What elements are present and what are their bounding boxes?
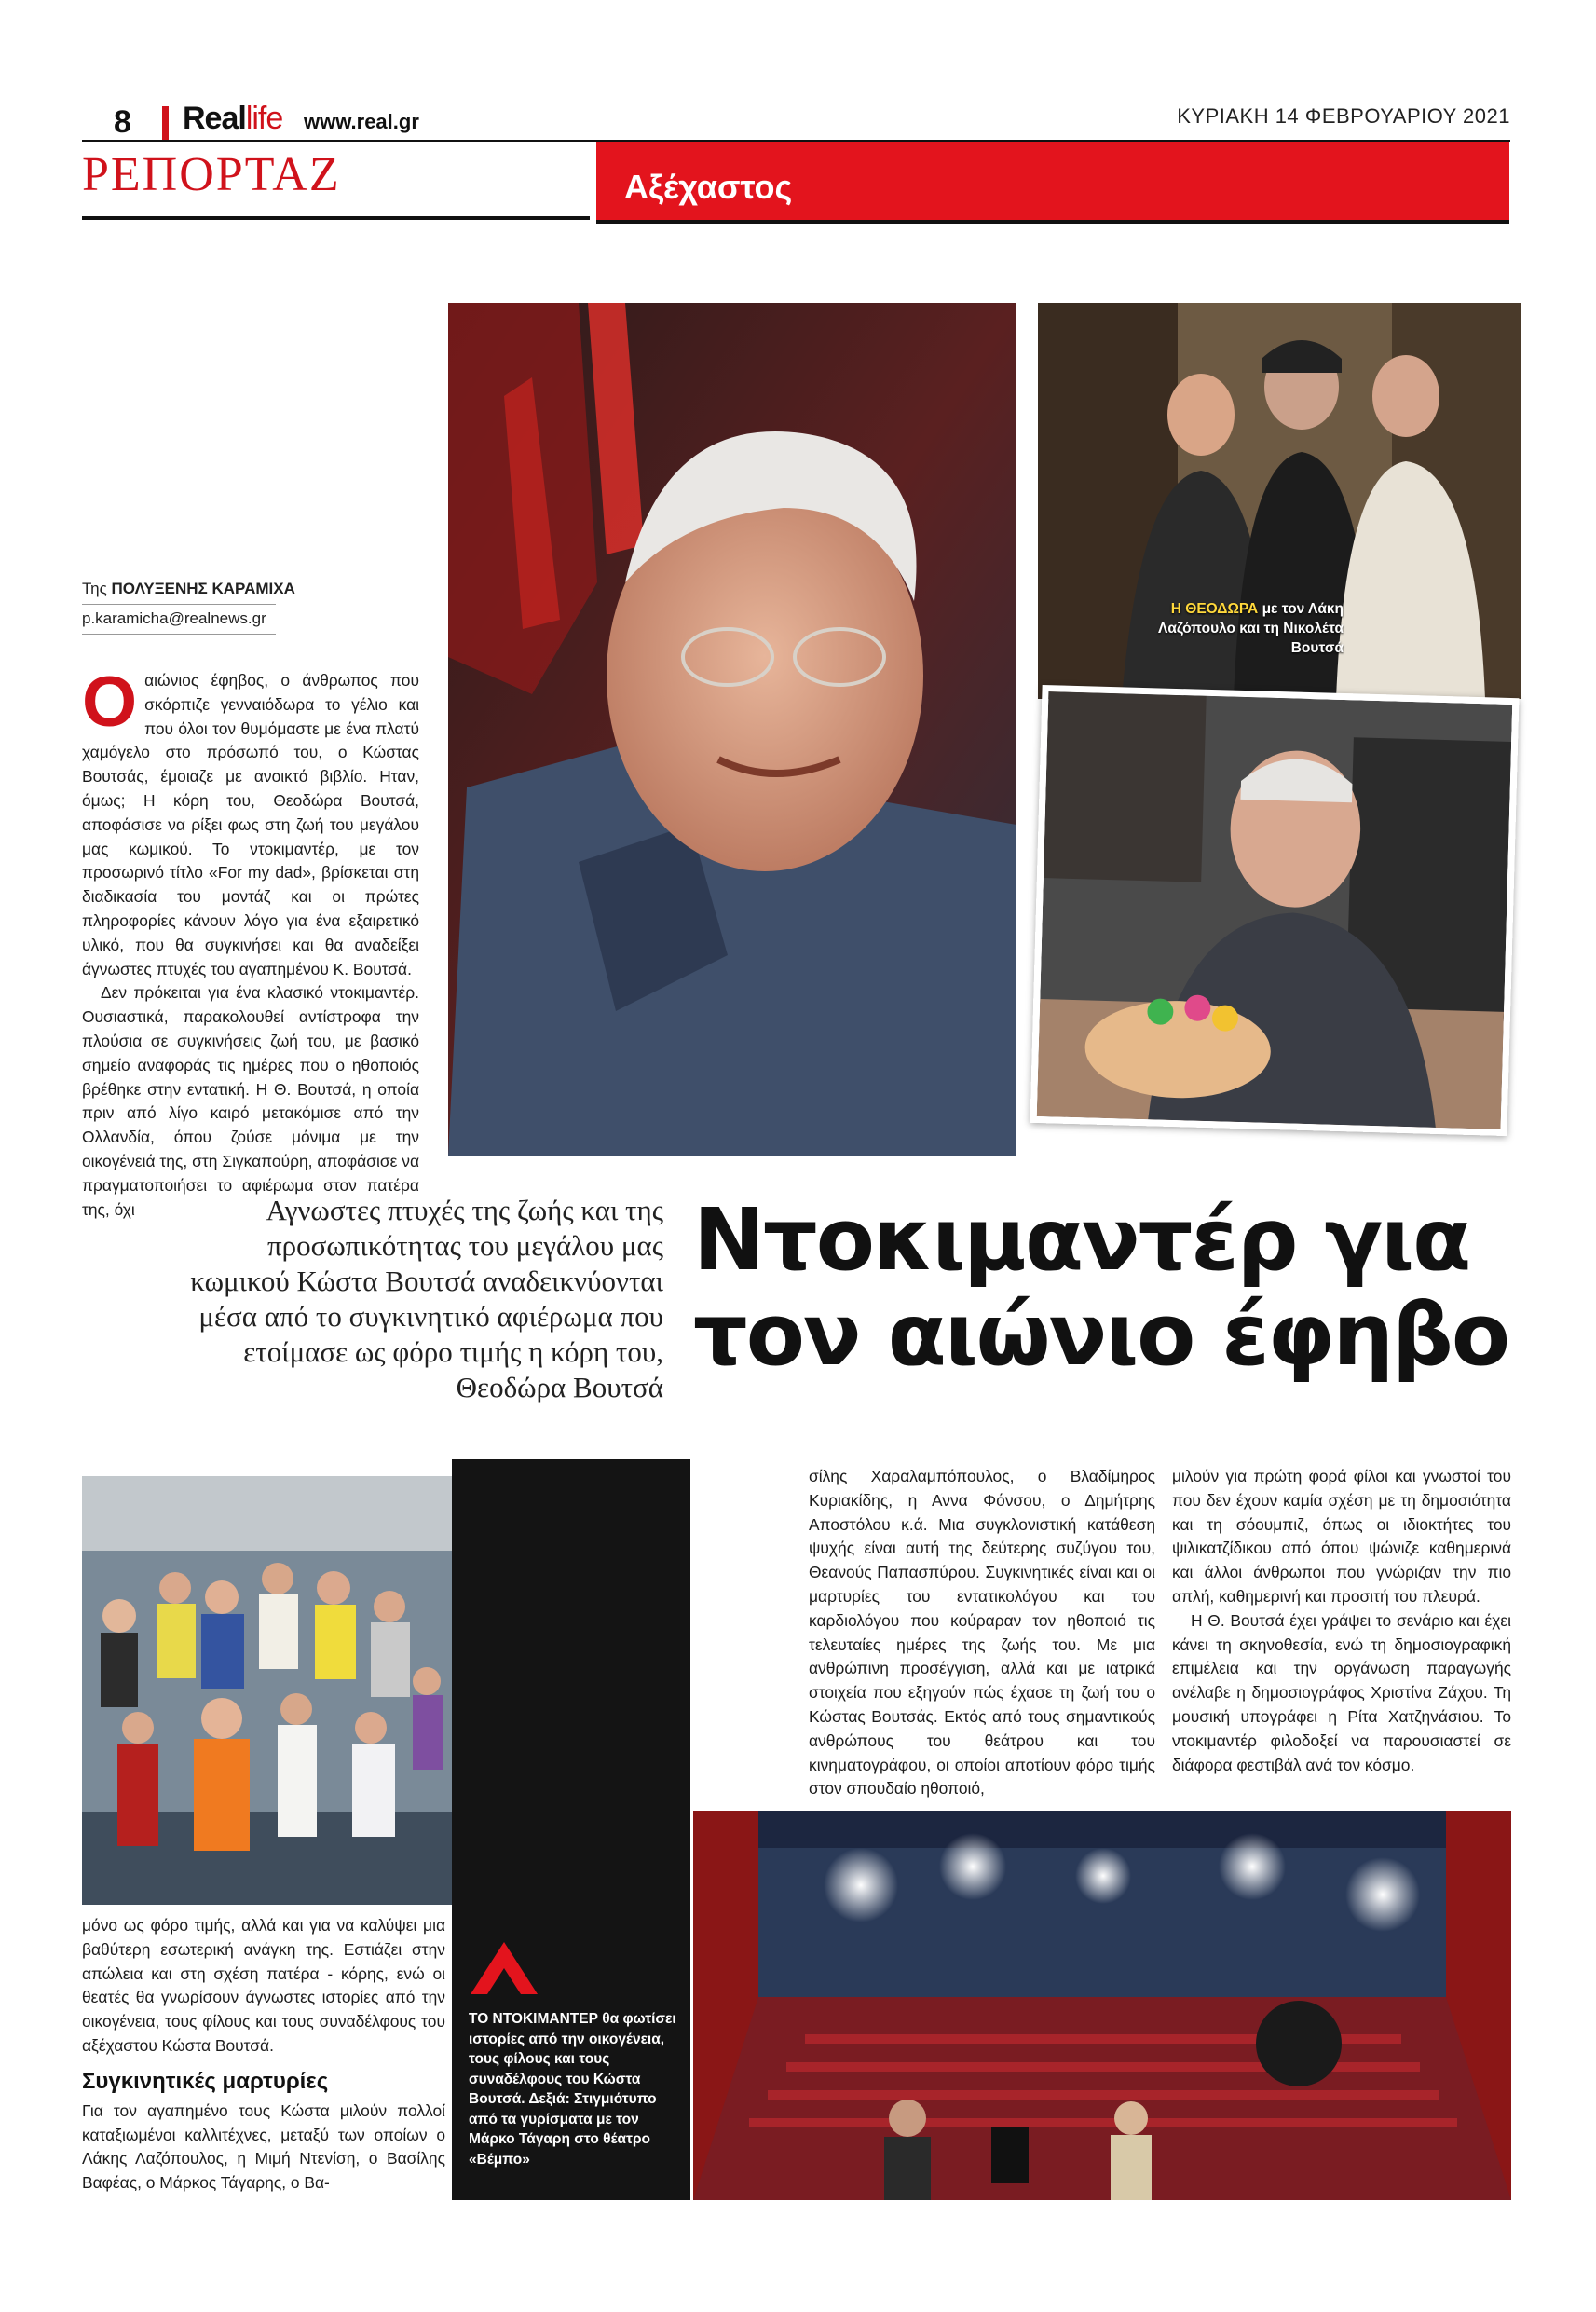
brand-bold: Real [183, 101, 246, 136]
page-number: 8 [114, 104, 131, 140]
paragraph: Δεν πρόκειται για ένα κλασικό ντοκιμαντέρ. Ουσιαστικά, παρακολουθεί αντίστροφα την πλούσια σε συγκινήσεις ζωή του, με βασικό σημείο αναφοράς τις ημέρες που ο ηθοποιός βρέθηκε στην εντατική. Η Θ. Βουτσά, η οποία πριν από λίγο καιρό μετακόμισε από την Ολλανδία, όπου ζούσε μόνιμα με την οικογένειά της, στη Σιγκαπούρη, αποφάσισε να πραγματοποιήσει το αφιέρωμα στον πατέρα της, όχι [82, 983, 419, 1219]
portrait-image [448, 303, 1016, 1156]
article-col-2 [82, 1914, 445, 2196]
caption-box-text: ΤΟ ΝΤΟΚΙΜΑΝΤΕΡ θα φωτίσει ιστορίες από την οικογένεια, τους φίλους και τους συναδέλφους του Κώστα Βουτσά. Δεξιά: Στιγμιότυπο από τα γυρίσματα με τον Μάρκο Τάγαρη στο θέατρο «Βέμπο» [469, 2011, 676, 2168]
photo-portrait [448, 303, 1016, 1156]
photo-theater [693, 1811, 1511, 2200]
photo-group [82, 1476, 452, 1905]
caption-box [452, 1459, 690, 2200]
article-col-3 [809, 1465, 1155, 1801]
band-title: Αξέχαστος [624, 168, 793, 206]
header-divider [162, 106, 169, 140]
byline-rule-bottom [82, 634, 276, 635]
byline-author: ΠΟΛΥΞΕΝΗΣ ΚΑΡΑΜΙΧΑ [111, 580, 295, 597]
headline-line-2: τον αιώνιο έφηβο [693, 1285, 1509, 1385]
byline-email[interactable]: p.karamicha@realnews.gr [82, 609, 266, 627]
subhead: Συγκινητικές μαρτυρίες [82, 2068, 329, 2094]
section-label: ΡΕΠΟΡΤΑΖ [82, 148, 341, 201]
photo-family [1038, 303, 1521, 699]
issue-date: ΚΥΡΙΑΚΗ 14 ΦΕΒΡΟΥΑΡΙΟΥ 2021 [1177, 104, 1510, 128]
deck: Αγνωστες πτυχές της ζωής και της προσωπικότητας του μεγάλου μας κωμικού Κώστα Βουτσά αναδεικνύονται μέσα από το συγκινητικό αφιέρωμα που ετοίμασε ως φόρο τιμής η κόρη του, Θεοδώρα Βουτσά [190, 1194, 663, 1403]
theater-image [693, 1811, 1511, 2200]
drop-cap: Ο [82, 663, 138, 742]
paragraph: Για τον αγαπημένο τους Κώστα μιλούν πολλοί καταξιωμένοι καλλιτέχνες, μεταξύ των οποίων ο Λάκης Λαζόπουλος, η Μιμή Ντενίση, ο Βασίλης Βαφέας, ο Μάρκος Τάγαρης, ο Βα- [82, 2100, 445, 2193]
headline-line-1: Ντοκιμαντέρ για [693, 1190, 1470, 1290]
byline [82, 580, 295, 598]
paragraph: μόνο ως φόρο τιμής, αλλά και για να καλύψει μια βαθύτερη εσωτερική ανάγκη της. Εστιάζει στην απώλεια και στη σχέση πατέρα - κόρης, ενώ οι θεατές θα γνωρίσουν άγνωστες ιστορίες από την οικογένεια, τους φίλους και τους συναδέλφους του αξέχαστου Κώστα Βουτσά. [82, 1916, 445, 2055]
photo-birthday [1030, 685, 1520, 1136]
lead-text: αιώνιος έφηβος, ο άνθρωπος που σκόρπιζε γενναιόδωρα το γέλιο και που όλοι τον θυμόμαστε με ένα πλατύ χαμόγελο στο πρόσωπό του, ο Κώστας Βουτσάς, έμοιαζε με ανοικτό βιβλίο. Ηταν, όμως; Η κόρη του, Θεοδώρα Βουτσά, αποφάσισε να ρίξει φως στη ζωή του μεγάλου μας κωμικού. Το ντοκιμαντέρ, με τον προσωρινό τίτλο «For my dad», βρίσκεται στη διαδικασία του μοντάζ και οι πρώτες πληροφορίες κάνουν λόγο για ένα εξαιρετικό υλικό, που θα συγκινήσει και θα αναδείξει άγνωστες πτυχές του αγαπημένου Κ. Βουτσά. [82, 671, 419, 978]
headline [693, 1190, 1513, 1385]
family-caption-highlight: Η ΘΕΟΔΩΡΑ [1170, 601, 1259, 617]
birthday-image [1037, 691, 1513, 1129]
byline-prefix: Της [82, 580, 107, 597]
article-col-1 [82, 663, 419, 1222]
site-url[interactable]: www.real.gr [304, 110, 419, 133]
brand-logo[interactable] [183, 101, 282, 137]
band-rule [596, 220, 1509, 224]
article-col-4 [1172, 1465, 1511, 1777]
paragraph: μιλούν για πρώτη φορά φίλοι και γνωστοί του που δεν έχουν καμία σχέση με τη δημοσιότητα και τη σόουμπιζ, όπως οι ιδιοκτήτες του ψιλικατζίδικου από όπου ψώνιζε καθημερινά και άλλοι άνθρωποι που γνώριζαν την πιο απλή, καθημερινή και προσιτή του πλευρά. [1172, 1467, 1511, 1606]
chevron-up-icon [471, 1942, 538, 1994]
paragraph: σίλης Χαραλαμπόπουλος, ο Βλαδίμηρος Κυριακίδης, η Αννα Φόνσου, ο Δημήτρης Αποστόλου κ.ά. Μια συγκλονιστική κατάθεση ψυχής είναι αυτή της δεύτερης συζύγου του, Θεανούς Παπασπύρου. Συγκινητικές είναι και οι μαρτυρίες του εντατικολόγου και του καρδιολόγου που κούραραν τον ηθοποιό τις τελευταίες ημέρες της ζωής του. Με μια ανθρώπινη προσέγγιση, αλλά και με ιατρικά στοιχεία που εξηγούν πώς έχασε τη ζωή του ο Κώστας Βουτσάς. Εκτός από τους σημαντικούς ανθρώπους του θεάτρου και του κινηματογράφου, οι οποίοι αποτίουν φόρο τιμής στον σπουδαίο ηθοποιό, [809, 1467, 1155, 1799]
paragraph: Η Θ. Βουτσά έχει γράψει το σενάριο και έχει κάνει τη σκηνοθεσία, ενώ τη δημοσιογραφική επιμέλεια και την οργάνωση παραγωγής ανέλαβε η δημοσιογράφος Χριστίνα Ζάχου. Τη μουσική υπογράφει η Ρίτα Χατζηνάσιου. Το ντοκιμαντέρ φιλοδοξεί να παρουσιαστεί σε διάφορα φεστιβάλ ανά τον κόσμο. [1172, 1610, 1511, 1774]
section-rule [82, 216, 590, 220]
brand-light: life [245, 101, 283, 136]
lead-paragraph [82, 663, 419, 981]
family-caption [1129, 599, 1344, 658]
group-image [82, 1476, 452, 1905]
byline-rule [82, 604, 276, 605]
family-caption-text: με τον Λάκη Λαζόπουλο και τη Νικολέτα Βουτσά [1158, 601, 1344, 656]
